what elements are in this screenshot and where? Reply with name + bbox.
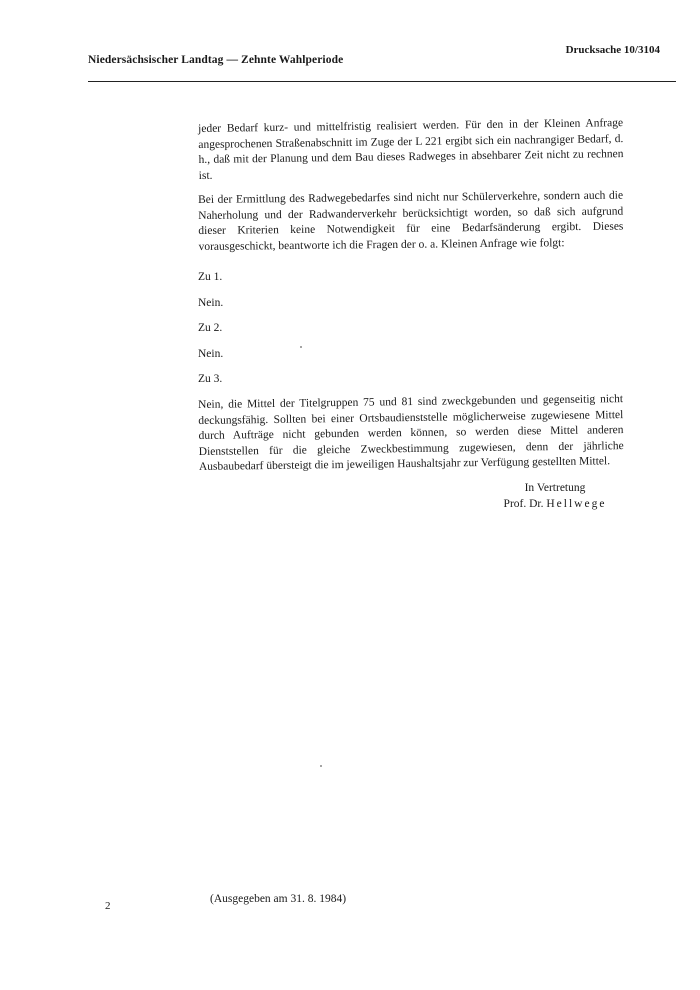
header-divider (88, 81, 676, 82)
document-body (198, 117, 624, 484)
scan-speck (320, 765, 322, 767)
scan-speck (300, 346, 302, 348)
question-3-answer: Nein, die Mittel der Titelgruppen 75 und 81 sind zweckgebunden und gegenseitig nicht deckungsfähig. Sollten bei einer Ortsbaudienststelle möglicherweise zugewiesene Mittel durch Aufträge nicht gebunden werden können, so werden diese Mittel anderen Dienststellen für die gleiche Zweckbestimmung zugewiesen, denn der jährliche Ausbaubedarf übersteigt die im jeweiligen Haushaltsjahr zur Verfügung gestellten Mittel. (198, 392, 624, 473)
question-2-answer: Nein. (198, 347, 224, 360)
question-1-answer: Nein. (198, 296, 224, 309)
signature-title: Prof. Dr. (503, 498, 544, 510)
header-parliament-title: Niedersächsischer Landtag — Zehnte Wahlperiode (88, 54, 344, 66)
question-1-heading: Zu 1. (198, 271, 223, 283)
paragraph-2: Bei der Ermittlung des Radwegebedarfes sind nicht nur Schülerverkehre, sondern auch die Naherholung und der Radwanderverkehr berücksichtigt worden, so daß sich aufgrund dieser Kriterien keine Notwendigkeit für eine Bedarfsänderung ergibt. Dieses vorausgeschickt, beantworte ich die Fragen der o. a. Kleinen Anfrage wie folgt: (198, 189, 624, 253)
question-2-heading: Zu 2. (198, 322, 223, 334)
issue-date-note: (Ausgegeben am 31. 8. 1984) (210, 893, 347, 905)
page-number: 2 (105, 900, 111, 912)
header-document-number: Drucksache 10/3104 (565, 44, 660, 56)
signature-block (480, 480, 630, 512)
question-3-heading: Zu 3. (198, 373, 223, 385)
paragraph-1: jeder Bedarf kurz- und mittelfristig realisiert werden. Für den in der Kleinen Anfrage angesprochenen Straßenabschnitt im Zuge der L 221 ergibt sich ein nachrangiger Bedarf, d. h., daß mit der Planung und dem Bau dieses Radweges in absehbarer Zeit nicht zu rechnen ist. (198, 117, 624, 182)
signature-name-line (480, 496, 630, 512)
signature-name: Hellwege (546, 498, 607, 510)
signature-representation-line: In Vertretung (524, 482, 586, 494)
